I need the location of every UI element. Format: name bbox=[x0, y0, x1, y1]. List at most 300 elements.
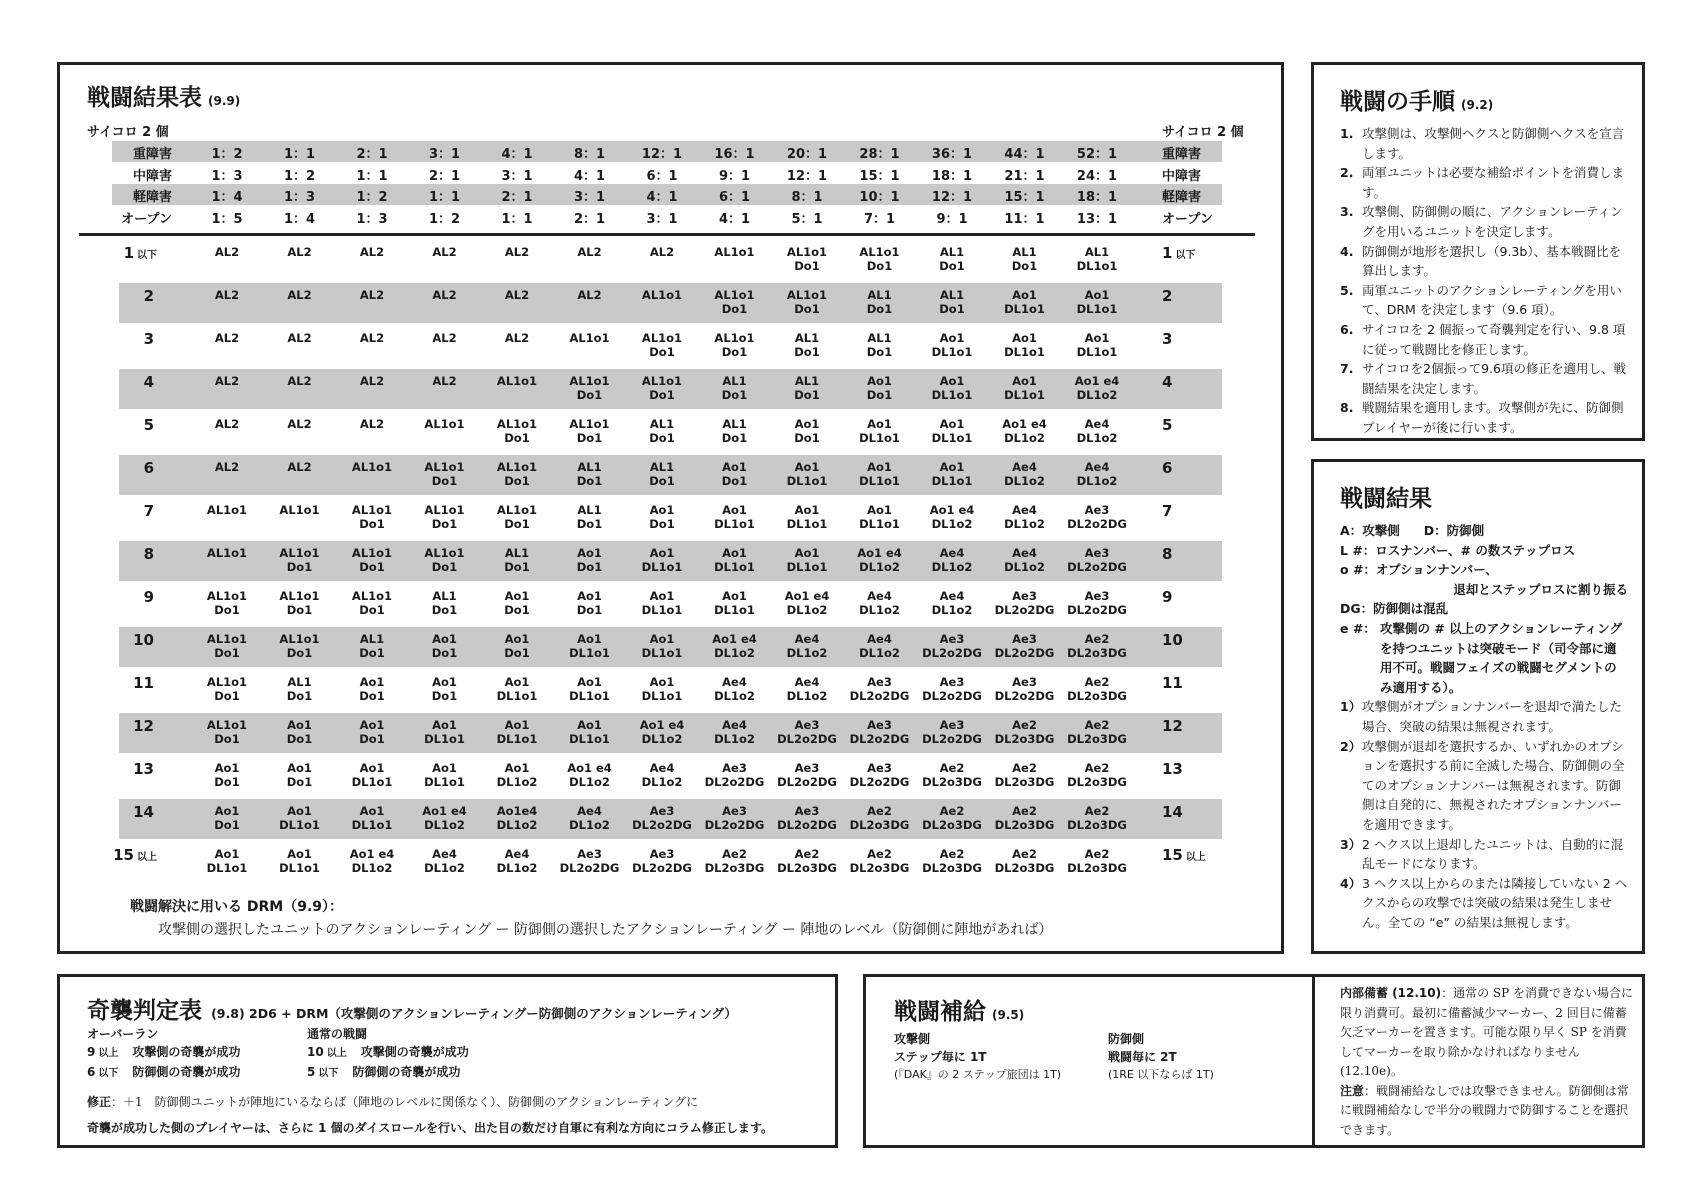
result-cell: Ao1 DL1o1 bbox=[351, 761, 393, 789]
step-text: 戦闘結果を適用します。攻撃側が先に、防御側プレイヤーが後に行います。 bbox=[1362, 400, 1624, 435]
result-cell: AL2 bbox=[432, 331, 457, 345]
overrun-block bbox=[87, 1025, 240, 1083]
result-cell: AL1o1 Do1 bbox=[641, 331, 683, 359]
step-text: サイコロを 2 個振って奇襲判定を行い、9.8 項に従って戦闘比を修正します。 bbox=[1362, 321, 1626, 357]
supply-title-text: 戦闘補給 bbox=[894, 999, 986, 1025]
surprise-title-text: 奇襲判定表 bbox=[87, 998, 202, 1024]
result-cell: Ae4 DL1o2 bbox=[714, 718, 755, 746]
step-text: 両軍ユニットのアクションレーティングを用いて、DRM を決定します（9.6 項）。 bbox=[1362, 282, 1622, 318]
result-cell: Ae2 DL2o3DG bbox=[994, 804, 1055, 832]
result-cell: AL1 DL1o1 bbox=[1076, 245, 1118, 273]
legend-key: D： bbox=[1423, 523, 1447, 538]
result-cell: Ao1 DL1o1 bbox=[714, 546, 755, 574]
result-row bbox=[119, 283, 1222, 323]
odds-ratio: 1：3 bbox=[283, 190, 316, 205]
normal-result: 攻撃側の奇襲が成功 bbox=[360, 1045, 469, 1059]
result-cell: Ao1 DL1o1 bbox=[569, 675, 610, 703]
result-cell: AL1o1 Do1 bbox=[786, 245, 828, 273]
overrun-suffix: 以下 bbox=[98, 1068, 119, 1079]
result-cell: Ae2 DL2o3DG bbox=[994, 718, 1055, 746]
result-cell: AL2 bbox=[577, 288, 602, 302]
drm-formula: 攻撃側の選択したユニットのアクションレーティング ー 防御側の選択したアクションレーティング ー 陣地のレベル（防御側に陣地があれば） bbox=[158, 922, 1053, 938]
result-cell: Ao1 DL1o1 bbox=[351, 804, 393, 832]
dice-roll-label bbox=[79, 631, 157, 649]
dice-roll-label bbox=[79, 674, 157, 692]
note-number: 2） bbox=[1340, 738, 1362, 754]
result-cell: Ao1 DL1o1 bbox=[279, 804, 320, 832]
odds-ratio: 3：1 bbox=[428, 147, 461, 162]
result-cell: AL1o1 bbox=[714, 245, 755, 259]
result-cell: Ae3 DL2o2DG bbox=[777, 804, 837, 832]
caution-label: 注意 bbox=[1340, 1083, 1365, 1098]
dice-roll-label-right bbox=[1162, 330, 1175, 348]
result-cell: Ao1 e4 DL1o2 bbox=[639, 718, 685, 746]
step-number: 2. bbox=[1340, 165, 1354, 181]
dice-roll: 9 bbox=[1162, 588, 1173, 606]
result-note bbox=[1340, 874, 1628, 933]
result-cell: Ao1 Do1 bbox=[214, 804, 240, 832]
terrain-row bbox=[112, 184, 1222, 205]
result-cell: Ao1 DL1o1 bbox=[279, 847, 320, 875]
odds-ratio: 28：1 bbox=[859, 147, 900, 162]
terrain-row bbox=[112, 206, 1222, 227]
dice-roll-label-right bbox=[1162, 760, 1186, 778]
overrun-item bbox=[87, 1063, 240, 1083]
result-cell: AL1 Do1 bbox=[794, 331, 820, 359]
dice-roll-label-right bbox=[1162, 717, 1186, 735]
result-cell: AL1 Do1 bbox=[359, 632, 385, 660]
terrain-label: 重障害 bbox=[132, 147, 172, 162]
dice-roll-label bbox=[79, 459, 157, 477]
dice-roll-suffix: 以下 bbox=[1175, 250, 1196, 261]
result-cell: AL1o1 Do1 bbox=[279, 632, 320, 660]
odds-ratio: 1：1 bbox=[501, 211, 533, 227]
result-cell: AL1o1 Do1 bbox=[206, 675, 248, 703]
result-cell: Ao1 DL1o1 bbox=[931, 417, 973, 445]
overrun-heading: オーバーラン bbox=[87, 1027, 159, 1041]
result-cell: AL2 bbox=[504, 331, 530, 345]
result-cell: Ao1 DL1o1 bbox=[424, 718, 465, 746]
terrain-row bbox=[112, 141, 1222, 162]
odds-ratio: 1：2 bbox=[211, 147, 243, 162]
odds-ratio: 9：1 bbox=[718, 168, 751, 184]
legend-text: 攻撃側 bbox=[1362, 523, 1400, 538]
result-row bbox=[119, 412, 1222, 452]
overrun-list bbox=[87, 1043, 240, 1083]
result-row bbox=[119, 541, 1222, 581]
odds-ratio: 11：1 bbox=[1004, 211, 1045, 227]
dice-roll-label bbox=[79, 416, 157, 434]
dice-roll: 7 bbox=[143, 502, 154, 520]
result-cell: Ao1 DL1o1 bbox=[714, 589, 755, 617]
result-cell: AL2 bbox=[214, 460, 240, 474]
result-cell: Ao1 DL1o1 bbox=[1004, 331, 1045, 359]
result-cell: AL1o1 Do1 bbox=[351, 546, 393, 574]
overrun-roll: 9 bbox=[87, 1045, 96, 1059]
supply-notes bbox=[1340, 984, 1635, 1140]
result-row bbox=[119, 627, 1222, 667]
result-cell: Ao1 DL1o1 bbox=[641, 589, 683, 617]
result-cell: AL1o1 Do1 bbox=[206, 632, 248, 660]
note-number: 3） bbox=[1340, 836, 1362, 852]
result-cell: Ao1 DL1o1 bbox=[931, 374, 973, 402]
dice-roll-label-right bbox=[1162, 846, 1206, 864]
result-cell: Ae3 DL2o2DG bbox=[704, 804, 765, 832]
dice-roll: 3 bbox=[143, 330, 154, 348]
result-cell: Ao1 DL1o1 bbox=[1004, 288, 1045, 316]
overrun-suffix: 以上 bbox=[98, 1048, 119, 1059]
result-cell: AL1o1 Do1 bbox=[206, 718, 248, 746]
result-cell: Ae3 DL2o2DG bbox=[849, 761, 910, 789]
terrain-label: 軽障害 bbox=[132, 190, 172, 205]
result-cell: Ae4 DL1o2 bbox=[714, 675, 755, 703]
dice-roll-suffix: 以下 bbox=[137, 250, 157, 261]
result-cell: Ao1 Do1 bbox=[359, 718, 385, 746]
dice-roll-label bbox=[79, 846, 157, 864]
result-cell: Ao1 Do1 bbox=[359, 675, 385, 703]
result-cell: AL1o1 Do1 bbox=[569, 417, 610, 445]
dice-roll: 15 bbox=[1162, 846, 1183, 864]
results-title: 戦闘結果 bbox=[1340, 486, 1432, 512]
result-cell: AL1o1 bbox=[641, 288, 683, 302]
result-cell: Ao1 DL1o1 bbox=[1076, 331, 1118, 359]
dice-roll: 8 bbox=[143, 545, 154, 563]
odds-ratio: 20：1 bbox=[786, 147, 828, 162]
result-cell: AL1o1 Do1 bbox=[424, 460, 465, 488]
odds-ratio: 15：1 bbox=[1004, 190, 1045, 205]
overrun-result: 攻撃側の奇襲が成功 bbox=[132, 1045, 241, 1059]
result-cell: AL1 Do1 bbox=[576, 460, 603, 488]
result-cell: Ae2 DL2o3DG bbox=[1067, 847, 1127, 875]
result-cell: Ae2 DL2o3DG bbox=[777, 847, 837, 875]
procedure-step bbox=[1340, 281, 1628, 320]
odds-ratio: 1：3 bbox=[211, 168, 243, 184]
terrain-row bbox=[112, 163, 1222, 184]
odds-ratio: 3：1 bbox=[646, 211, 678, 227]
combat-procedure-panel bbox=[1311, 62, 1645, 441]
odds-ratio: 4：1 bbox=[646, 190, 678, 205]
result-cell: Ae3 DL2o2DG bbox=[1067, 503, 1127, 531]
procedure-step bbox=[1340, 320, 1628, 359]
odds-ratio: 12：1 bbox=[641, 147, 683, 162]
result-cell: Ae3 DL2o2DG bbox=[1067, 546, 1127, 574]
defender-cost: 戦闘毎に 2T bbox=[1108, 1050, 1177, 1064]
result-cell: Ao1 Do1 bbox=[576, 546, 603, 574]
procedure-ref: (9.2) bbox=[1461, 98, 1494, 112]
result-cell: Ao1 Do1 bbox=[431, 675, 458, 703]
result-row bbox=[119, 756, 1222, 796]
result-cell: Ae3 DL2o2DG bbox=[994, 589, 1055, 617]
result-cell: AL1o1 Do1 bbox=[569, 374, 610, 402]
result-cell: Ae4 DL1o2 bbox=[1004, 460, 1045, 488]
dice-roll-label bbox=[79, 502, 157, 520]
odds-ratio: 24：1 bbox=[1076, 168, 1118, 184]
result-cell: AL2 bbox=[287, 245, 312, 259]
result-cell: Ao1 DL1o1 bbox=[424, 761, 465, 789]
result-cell: Ae4 DL1o2 bbox=[1004, 546, 1045, 574]
result-cell: AL2 bbox=[359, 245, 385, 259]
legend-item bbox=[1340, 541, 1628, 561]
result-cell: AL1o1 bbox=[569, 331, 610, 345]
odds-ratio: 1：2 bbox=[283, 168, 316, 184]
legend-text: 攻撃側の # 以上のアクションレーティングを持つユニットは突破モード（司令部に適用不可。戦闘フェイズの戦闘セグメントのみ適用する）。 bbox=[1380, 620, 1622, 695]
odds-ratio: 36：1 bbox=[931, 147, 973, 162]
result-cell: Ao1 Do1 bbox=[794, 417, 820, 445]
dice-roll: 6 bbox=[1162, 459, 1173, 477]
odds-ratio: 18：1 bbox=[1076, 190, 1118, 205]
result-cell: Ae3 DL2o2DG bbox=[632, 804, 692, 832]
result-row bbox=[119, 584, 1222, 624]
result-cell: Ae3 DL2o2DG bbox=[922, 718, 982, 746]
result-cell: AL1 Do1 bbox=[866, 331, 893, 359]
result-cell: AL1o1 Do1 bbox=[859, 245, 900, 273]
odds-ratio: 5：1 bbox=[791, 211, 823, 227]
dice-roll-label-right bbox=[1162, 631, 1186, 649]
result-cell: AL1 Do1 bbox=[649, 460, 675, 488]
supply-title bbox=[894, 993, 1024, 1026]
result-cell: AL1o1 bbox=[279, 503, 320, 517]
result-cell: Ae2 DL2o3DG bbox=[1067, 632, 1127, 660]
procedure-steps bbox=[1340, 124, 1628, 438]
result-row bbox=[119, 498, 1222, 538]
dice-roll-label-right bbox=[1162, 502, 1175, 520]
dice-roll-label-right bbox=[1162, 459, 1175, 477]
result-cell: Ae3 DL2o2DG bbox=[994, 632, 1055, 660]
result-cell: Ae4 DL1o2 bbox=[931, 589, 973, 617]
supply-defender bbox=[1108, 1030, 1214, 1084]
odds-ratio: 1：2 bbox=[356, 190, 388, 205]
result-cell: AL1 Do1 bbox=[504, 546, 530, 574]
odds-ratio: 6：1 bbox=[646, 168, 678, 184]
result-cell: Ao1 e4 DL1o2 bbox=[857, 546, 902, 574]
result-cell: Ao1 DL1o1 bbox=[859, 417, 900, 445]
legend-item bbox=[1340, 580, 1628, 600]
step-number: 1. bbox=[1340, 126, 1354, 141]
result-cell: Ao1 DL1o1 bbox=[859, 503, 900, 531]
dice-roll: 14 bbox=[1162, 803, 1183, 821]
result-cell: AL1 Do1 bbox=[939, 245, 965, 273]
dice-roll-label-right bbox=[1162, 803, 1186, 821]
step-number: 7. bbox=[1340, 361, 1354, 377]
result-cell: AL1 Do1 bbox=[286, 675, 313, 703]
result-cell: Ae4 DL1o2 bbox=[931, 546, 973, 574]
surprise-subtitle: (9.8) 2D6 + DRM（攻撃側のアクションレーティングー防御側のアクションレーティング） bbox=[211, 1006, 737, 1021]
result-cell: AL1o1 Do1 bbox=[496, 460, 538, 488]
procedure-step bbox=[1340, 398, 1628, 437]
step-text: サイコロを2個振って9.6項の修正を適用し、戦闘結果を決定します。 bbox=[1362, 361, 1626, 396]
reserve-label: 内部備蓄 (12.10) bbox=[1340, 986, 1442, 1000]
terrain-label: オープン bbox=[121, 211, 172, 227]
step-number: 3. bbox=[1340, 204, 1354, 220]
result-cell: Ao1 DL1o1 bbox=[931, 460, 973, 488]
normal-item bbox=[307, 1043, 469, 1063]
result-row bbox=[119, 670, 1222, 710]
result-cell: Ae3 DL2o2DG bbox=[1067, 589, 1127, 617]
dice-roll-label bbox=[79, 244, 157, 262]
overrun-item bbox=[87, 1043, 240, 1063]
normal-roll: 5 bbox=[307, 1065, 316, 1079]
dice-roll: 10 bbox=[1162, 631, 1183, 649]
result-cell: Ae2 DL2o3DG bbox=[994, 847, 1055, 875]
result-cell: AL1o1 Do1 bbox=[424, 503, 465, 531]
normal-roll: 10 bbox=[307, 1045, 324, 1059]
odds-ratio: 2：1 bbox=[501, 190, 533, 205]
result-cell: Ae4 DL1o2 bbox=[859, 589, 900, 617]
result-cell: Ao1 DL1o1 bbox=[931, 331, 973, 359]
dice-roll-suffix: 以上 bbox=[1185, 852, 1206, 863]
result-cell: AL1o1 Do1 bbox=[351, 589, 393, 617]
legend-item bbox=[1340, 619, 1628, 697]
result-cell: Ae4 DL1o2 bbox=[786, 675, 828, 703]
dice-roll-suffix: 以上 bbox=[137, 852, 157, 863]
result-cell: Ae4 DL1o2 bbox=[786, 632, 828, 660]
result-cell: AL1o1 Do1 bbox=[786, 288, 828, 316]
note-number: 1） bbox=[1340, 699, 1362, 715]
procedure-step bbox=[1340, 163, 1628, 202]
legend-text: 退却とステップロスに割り振る bbox=[1453, 581, 1628, 597]
dice-roll: 5 bbox=[143, 416, 154, 434]
result-row bbox=[113, 842, 1222, 882]
odds-ratio: 4：1 bbox=[573, 168, 606, 184]
result-cell: AL1 Do1 bbox=[1011, 245, 1038, 273]
surprise-title bbox=[87, 992, 737, 1025]
result-cell: Ae4 DL1o2 bbox=[1076, 460, 1118, 488]
normal-combat-block bbox=[307, 1025, 469, 1083]
dice-roll: 1 bbox=[1162, 244, 1173, 262]
dice-roll-label-right bbox=[1162, 674, 1186, 692]
dice-roll: 13 bbox=[1162, 760, 1183, 778]
result-cell: AL2 bbox=[359, 288, 385, 302]
reserve-text: ：通常の SP を消費できない場合に限り消費可。最初に備蓄減少マーカー、2 回目に備蓄欠乏マーカーを置きます。可能な限り早く SP を消費してマーカーを取り除かなければなりません (12.10e)。 bbox=[1340, 986, 1634, 1078]
dice-roll: 7 bbox=[1162, 502, 1173, 520]
result-cell: Ao1 e4 DL1o2 bbox=[567, 761, 612, 789]
dice-roll-label-right bbox=[1162, 244, 1195, 262]
step-number: 6. bbox=[1340, 321, 1354, 337]
result-cell: Ao1 Do1 bbox=[649, 503, 675, 531]
result-cell: Ao1 DL1o1 bbox=[1004, 374, 1045, 402]
note-text: 3 ヘクス以上からのまたは隣接していない 2 ヘクスからの攻撃では突破の結果は発生しません。全ての “e” の結果は無視します。 bbox=[1362, 875, 1628, 930]
odds-ratio: 21：1 bbox=[1004, 168, 1045, 184]
result-cell: Ae2 DL2o3DG bbox=[849, 847, 910, 875]
result-cell: Ae3 DL2o2DG bbox=[777, 718, 837, 746]
defender-note: (1RE 以下ならば 1T) bbox=[1108, 1068, 1214, 1081]
odds-ratio: 2：1 bbox=[356, 147, 388, 162]
dice-roll-label-right bbox=[1162, 373, 1175, 391]
attacker-cost: ステップ毎に 1T bbox=[894, 1050, 987, 1064]
supply-divider bbox=[1312, 974, 1315, 1148]
result-cell: AL1o1 Do1 bbox=[714, 331, 755, 359]
result-cell: Ao1 e4 DL1o2 bbox=[784, 589, 830, 617]
result-cell: Ae2 DL2o3DG bbox=[704, 847, 765, 875]
dice-roll: 9 bbox=[143, 588, 154, 606]
dice-roll-label bbox=[79, 717, 157, 735]
result-cell: Ae4 DL1o2 bbox=[859, 632, 900, 660]
result-cell: Ao1 DL1o1 bbox=[641, 632, 683, 660]
dice-roll-label bbox=[79, 330, 157, 348]
normal-result: 防御側の奇襲が成功 bbox=[352, 1065, 461, 1079]
result-cell: Ae3 DL2o2DG bbox=[849, 675, 910, 703]
result-cell: AL1o1 Do1 bbox=[496, 503, 538, 531]
dice-roll: 2 bbox=[1162, 287, 1173, 305]
dice-roll-label bbox=[79, 373, 157, 391]
result-cell: Ae2 DL2o3DG bbox=[922, 847, 982, 875]
result-cell: Ao1 DL1o1 bbox=[859, 460, 900, 488]
result-cell: AL2 bbox=[577, 245, 602, 259]
step-number: 5. bbox=[1340, 282, 1354, 298]
legend-key: L #： bbox=[1340, 542, 1376, 558]
odds-ratio: 1：3 bbox=[356, 211, 388, 227]
dice-roll: 12 bbox=[1162, 717, 1183, 735]
result-cell: AL2 bbox=[504, 288, 530, 302]
result-cell: Ae3 DL2o2DG bbox=[922, 632, 982, 660]
dice-roll: 6 bbox=[143, 459, 154, 477]
result-cell: Ae4 DL1o2 bbox=[641, 761, 683, 789]
caution-text: ：戦闘補給なしでは攻撃できません。防御側は常に戦闘補給なしで半分の戦闘力で防御することを選択できます。 bbox=[1340, 1083, 1629, 1137]
result-row bbox=[119, 240, 1222, 280]
result-cell: Ao1 Do1 bbox=[214, 761, 240, 789]
result-cell: AL2 bbox=[214, 374, 240, 388]
result-cell: AL2 bbox=[359, 374, 385, 388]
result-cell: Ao1 Do1 bbox=[431, 632, 458, 660]
dice-label-left: サイコロ 2 個 bbox=[87, 125, 169, 140]
dice-roll: 11 bbox=[1162, 674, 1183, 692]
drm-heading: 戦闘解決に用いる DRM（9.9）： bbox=[130, 899, 344, 915]
procedure-step bbox=[1340, 359, 1628, 398]
odds-ratio: 1：1 bbox=[283, 147, 316, 162]
result-cell: AL2 bbox=[287, 374, 312, 388]
normal-list bbox=[307, 1043, 469, 1083]
surprise-footer: 奇襲が成功した側のプレイヤーは、さらに 1 個のダイスロールを行い、出た目の数だけ自軍に有利な方向にコラム修正します。 bbox=[87, 1121, 773, 1135]
legend-line-ad bbox=[1340, 521, 1628, 541]
supply-attacker bbox=[894, 1030, 1061, 1084]
legend-text: ロスナンバー、# の数ステップロス bbox=[1375, 542, 1576, 558]
results-legend bbox=[1340, 521, 1628, 697]
legend-text: 防御側 bbox=[1446, 523, 1485, 538]
dice-roll-label-right bbox=[1162, 416, 1175, 434]
result-cell: AL1o1 Do1 bbox=[279, 589, 320, 617]
legend-key: o #： bbox=[1340, 562, 1376, 578]
result-cell: Ao1 e4 DL1o2 bbox=[422, 804, 467, 832]
result-cell: AL2 bbox=[504, 245, 530, 259]
result-cell: Ao1 Do1 bbox=[576, 589, 603, 617]
defender-heading: 防御側 bbox=[1108, 1032, 1145, 1046]
result-cell: Ae2 DL2o3DG bbox=[922, 804, 982, 832]
result-cell: AL1o1 Do1 bbox=[641, 374, 683, 402]
result-cell: Ao1 e4 DL1o2 bbox=[349, 847, 395, 875]
normal-suffix: 以上 bbox=[326, 1048, 347, 1059]
odds-ratio: 3：1 bbox=[573, 190, 606, 205]
result-cell: AL1o1 Do1 bbox=[714, 288, 755, 316]
crt-title-text: 戦闘結果表 bbox=[87, 85, 202, 111]
dice-roll: 1 bbox=[123, 244, 134, 262]
result-cell: Ao1 DL1o1 bbox=[786, 460, 828, 488]
dice-roll: 13 bbox=[133, 760, 154, 778]
procedure-step bbox=[1340, 242, 1628, 281]
legend-item bbox=[1340, 560, 1628, 580]
odds-ratio: 1：5 bbox=[211, 211, 243, 227]
result-cell: Ao1e4 DL1o2 bbox=[496, 804, 538, 832]
result-cell: Ae2 DL2o3DG bbox=[1067, 761, 1127, 789]
result-cell: AL1o1 Do1 bbox=[496, 417, 538, 445]
note-text: 2 ヘクス以上退却したユニットは、自動的に混乱モードになります。 bbox=[1362, 836, 1624, 872]
crt-ref: (9.9) bbox=[208, 94, 241, 108]
legend-item bbox=[1340, 599, 1628, 619]
result-cell: AL1o1 Do1 bbox=[206, 589, 248, 617]
result-cell: Ao1 DL1o1 bbox=[496, 675, 538, 703]
result-cell: AL1o1 bbox=[206, 503, 248, 517]
dice-roll-label bbox=[79, 287, 157, 305]
result-cell: Ao1 e4 DL1o2 bbox=[929, 503, 975, 531]
